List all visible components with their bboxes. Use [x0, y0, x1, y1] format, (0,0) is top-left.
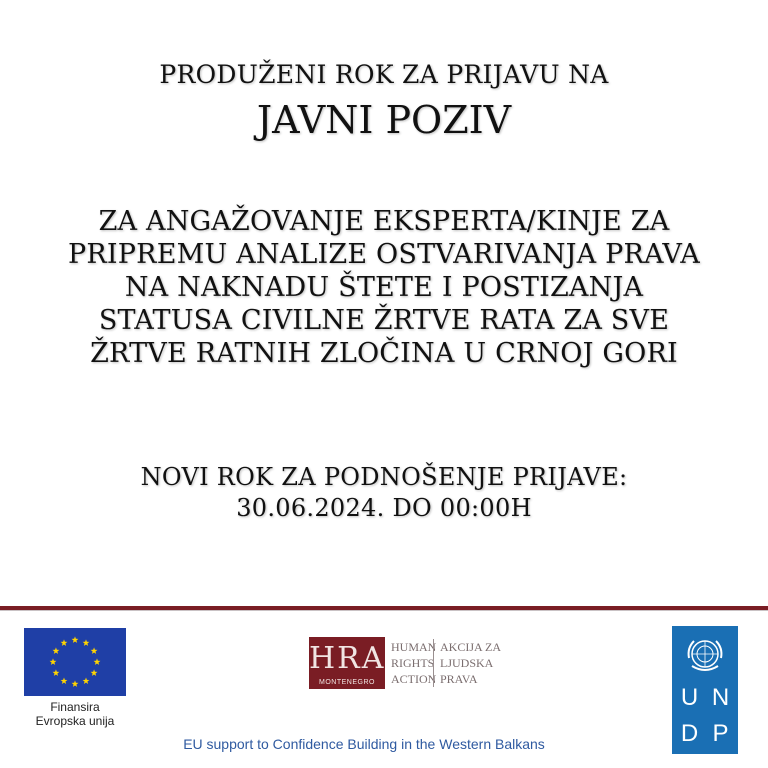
eu-flag-icon	[24, 628, 126, 696]
subtitle-line: NA NAKNADU ŠTETE I POSTIZANJA	[124, 272, 644, 303]
hra-english-name	[391, 639, 436, 687]
eu-caption-line: Evropska unija	[35, 714, 115, 728]
footer-divider	[0, 606, 768, 610]
announcement-title: JAVNI POZIV	[256, 98, 512, 142]
un-emblem-icon	[680, 634, 730, 676]
hra-letters: HRA	[309, 641, 386, 676]
deadline-notice	[0, 462, 768, 524]
hra-local-line: LJUDSKA	[440, 656, 494, 670]
hra-tag: MONTENEGRO	[319, 679, 375, 686]
subtitle-line: STATUSA CIVILNE ŽRTVE RATA ZA SVE	[98, 305, 670, 336]
eu-caption-line: Finansira	[50, 700, 100, 714]
hra-english-line: HUMAN	[391, 640, 437, 654]
hra-logo-box	[309, 637, 385, 689]
subtitle-line: ŽRTVE RATNIH ZLOČINA U CRNOJ GORI	[90, 338, 678, 369]
hra-local-name	[433, 639, 501, 687]
undp-letter: P	[712, 720, 729, 747]
subtitle-line: PRIPREMU ANALIZE OSTVARIVANJA PRAVA	[68, 239, 700, 270]
subtitle-line: ZA ANGAŽOVANJE EKSPERTA/KINJE ZA	[98, 206, 670, 237]
eu-funding-caption	[20, 700, 130, 728]
hra-logo	[309, 637, 509, 697]
announcement-subtitle	[0, 205, 768, 370]
hra-local-line: PRAVA	[440, 672, 478, 686]
hra-english-line: RIGHTS	[391, 656, 435, 670]
undp-letter: N	[711, 684, 730, 711]
hra-local-line: AKCIJA ZA	[440, 640, 502, 654]
footer-tagline	[0, 736, 768, 752]
deadline-label: NOVI ROK ZA PODNOŠENJE PRIJAVE:	[140, 463, 628, 491]
footer-tagline-text: EU support to Confidence Building in the Western Balkans	[183, 736, 545, 752]
announcement-line-1: PRODUŽENI ROK ZA PRIJAVU NA	[159, 60, 609, 89]
hra-english-line: ACTION	[391, 672, 437, 686]
undp-letter: U	[680, 684, 699, 711]
undp-logo	[672, 626, 738, 754]
undp-letter: D	[680, 720, 699, 747]
deadline-date: 30.06.2024. DO 00:00H	[236, 494, 532, 522]
